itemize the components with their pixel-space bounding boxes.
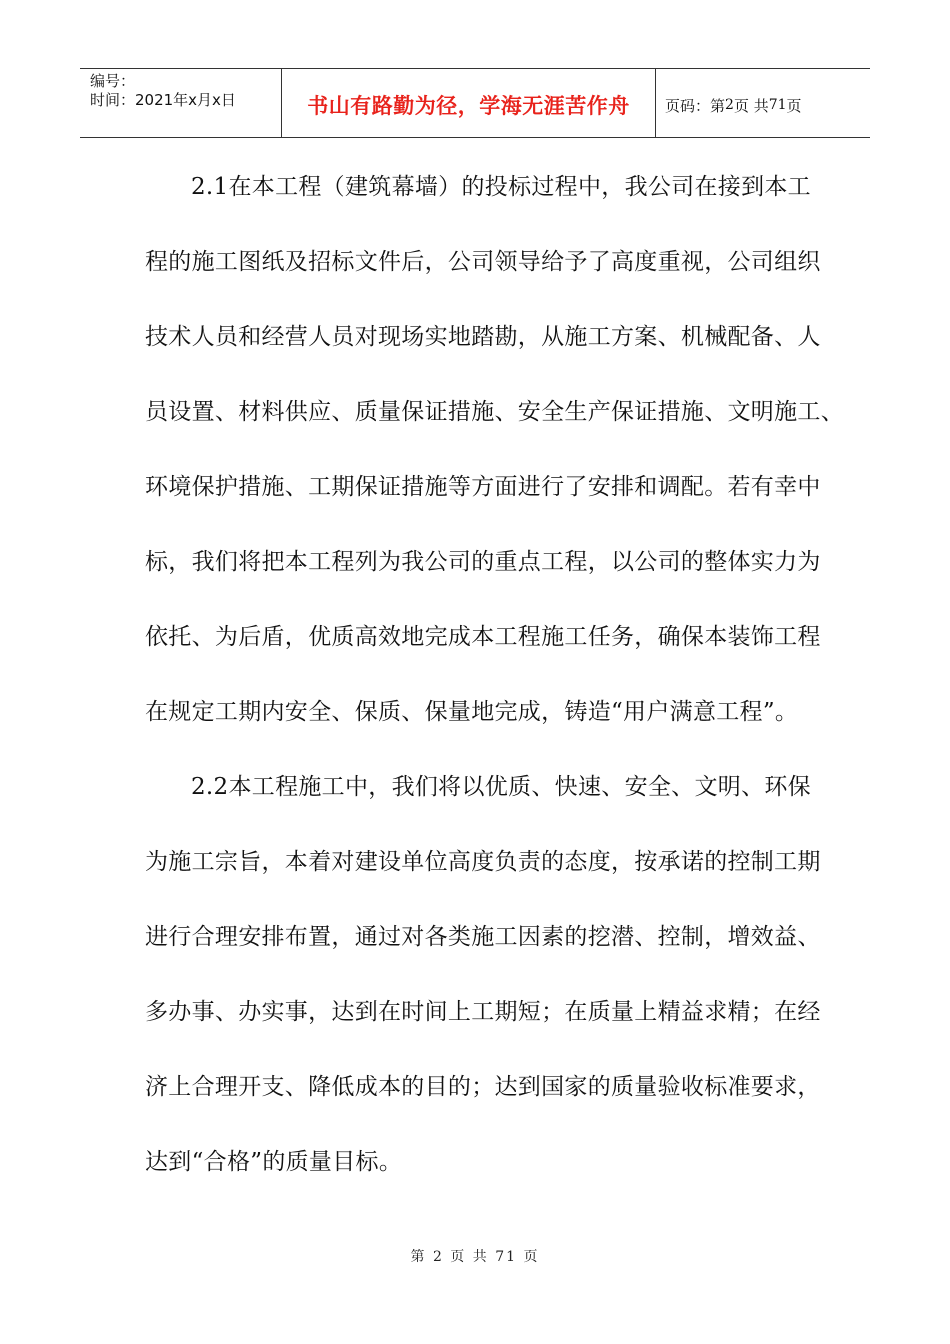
page-current-number: 2: [725, 97, 734, 113]
document-time-label: 时间：2021年x月x日: [90, 91, 236, 109]
text-line: 达到“合格”的质量目标。: [145, 1149, 403, 1175]
text-line: 环境保护措施、工期保证措施等方面进行了安排和调配。若有幸中: [145, 474, 821, 500]
page-label-prefix: 页码：第: [665, 96, 726, 115]
text-line: 进行合理安排布置，通过对各类施工因素的挖潜、控制，增效益、: [145, 924, 821, 950]
text-line: 2.2本工程施工中，我们将以优质、快速、安全、文明、环保: [191, 774, 811, 800]
header-motto: 书山有路勤为径，学海无涯苦作舟: [307, 94, 630, 118]
text-line: 程的施工图纸及招标文件后，公司领导给予了高度重视，公司组织: [145, 249, 821, 275]
page-label-middle: 页 共: [733, 96, 769, 115]
text-line: 多办事、办实事，达到在时间上工期短；在质量上精益求精；在经: [145, 999, 821, 1025]
text-line: 为施工宗旨，本着对建设单位高度负责的态度，按承诺的控制工期: [145, 849, 821, 875]
text-line: 标，我们将把本工程列为我公司的重点工程，以公司的整体实力为: [145, 549, 821, 575]
document-body: [145, 168, 844, 1218]
paragraph: [145, 168, 844, 768]
header-motto-cell: [282, 69, 656, 137]
text-line: 2.1在本工程（建筑幕墙）的投标过程中，我公司在接到本工: [191, 174, 811, 200]
header-meta-cell: [80, 69, 282, 137]
text-line: 员设置、材料供应、质量保证措施、安全生产保证措施、文明施工、: [145, 399, 844, 425]
text-line: 依托、为后盾，优质高效地完成本工程施工任务，确保本装饰工程: [145, 624, 821, 650]
paragraph: [145, 768, 825, 1218]
page-total-number: 71: [768, 97, 787, 113]
text-line: 济上合理开支、降低成本的目的；达到国家的质量验收标准要求，: [145, 1074, 821, 1100]
header-page-cell: [656, 69, 870, 137]
page-footer: 第 2 页 共 71 页: [410, 1249, 540, 1265]
page-label-suffix: 页: [786, 96, 802, 115]
text-line: 在规定工期内安全、保质、保量地完成，铸造“用户满意工程”。: [145, 699, 799, 725]
text-line: 技术人员和经营人员对现场实地踏勘，从施工方案、机械配备、人: [145, 324, 821, 350]
page-header: [80, 68, 870, 138]
document-number-label: 编号：: [90, 72, 136, 90]
